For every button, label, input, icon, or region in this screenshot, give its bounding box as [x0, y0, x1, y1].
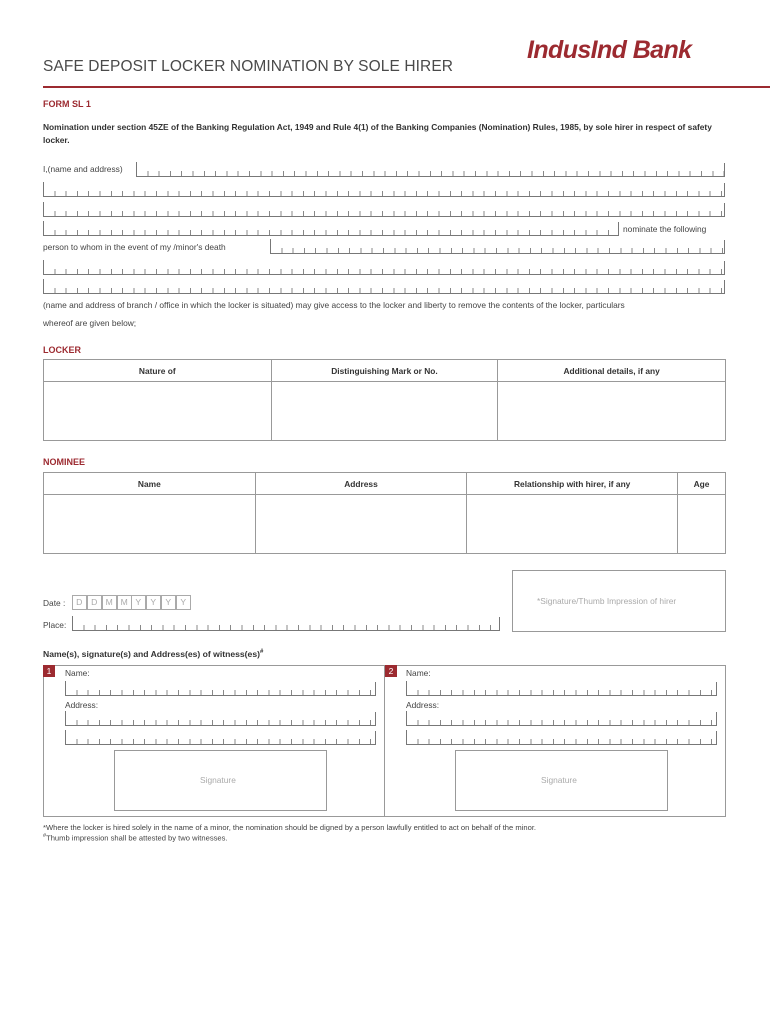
branch-text: (name and address of branch / office in which the locker is situated) may give access to the locker and liberty to remove the contents of the locker, particulars [43, 300, 625, 310]
date-year-box-1[interactable]: Y [131, 595, 146, 610]
locker-table [43, 359, 726, 441]
footnote-thumb-text: Thumb impression shall be attested by two witnesses. [46, 833, 228, 843]
name-address-field-1[interactable] [136, 163, 725, 177]
locker-nature-cell[interactable] [44, 382, 272, 441]
witness-1-name-field[interactable] [65, 682, 376, 696]
branch-field-3[interactable] [43, 280, 725, 294]
witness-heading-sup: # [259, 649, 264, 656]
date-year-box-3[interactable]: Y [161, 595, 176, 610]
form-code: FORM SL 1 [43, 99, 91, 109]
witness-1-address-field-2[interactable] [65, 731, 376, 745]
nominee-relationship-cell[interactable] [467, 495, 678, 554]
footnote-minor: *Where the locker is hired solely in the name of a minor, the nomination should be digned by a person lawfully entitled to act on behalf of the minor. [43, 823, 537, 832]
locker-heading: LOCKER [43, 345, 81, 355]
locker-col-nature: Nature of [44, 360, 272, 382]
footnote-thumb-sup: # [43, 833, 47, 839]
witness-1-name-label: Name: [65, 668, 90, 678]
date-label: Date : [43, 598, 66, 608]
locker-col-details: Additional details, if any [498, 360, 726, 382]
witness-2-signature-label: Signature [541, 775, 577, 785]
place-label: Place: [43, 620, 67, 630]
witness-heading [43, 649, 263, 659]
footnote-thumb [43, 833, 228, 843]
witness-2-number: 2 [385, 665, 397, 677]
place-field[interactable] [72, 617, 500, 631]
name-address-field-2[interactable] [43, 183, 725, 197]
date-month-box-2[interactable]: M [117, 595, 132, 610]
nominee-heading: NOMINEE [43, 457, 86, 467]
locker-details-cell[interactable] [498, 382, 726, 441]
nominate-label: nominate the following [623, 224, 707, 234]
nominee-table [43, 472, 726, 554]
witness-2-address-field-2[interactable] [406, 731, 717, 745]
witness-2-name-field[interactable] [406, 682, 717, 696]
nominee-col-relationship: Relationship with hirer, if any [467, 473, 678, 495]
date-month-box-1[interactable]: M [102, 595, 117, 610]
name-address-field-4[interactable] [43, 222, 619, 236]
intro-text: Nomination under section 45ZE of the Banking Regulation Act, 1949 and Rule 4(1) of the Banking Companies (Nomination) Rules, 1985, by sole hirer in respect of safety locker. [43, 122, 712, 145]
witness-1-signature-label: Signature [200, 775, 236, 785]
page-title: SAFE DEPOSIT LOCKER NOMINATION BY SOLE HIRER [43, 58, 454, 75]
witness-1-address-label: Address: [65, 700, 99, 710]
hirer-signature-label: *Signature/Thumb Impression of hirer [537, 596, 677, 606]
nominee-age-cell[interactable] [678, 495, 726, 554]
witness-2-name-label: Name: [406, 668, 431, 678]
nominee-address-cell[interactable] [255, 495, 467, 554]
witness-heading-text: Name(s), signature(s) and Address(es) of witness(es) [43, 649, 260, 659]
nominee-col-address: Address [255, 473, 467, 495]
date-day-box-1[interactable]: D [72, 595, 87, 610]
branch-field-2[interactable] [43, 261, 725, 275]
nominee-col-age: Age [678, 473, 726, 495]
nominee-col-name: Name [44, 473, 256, 495]
header-divider [43, 86, 770, 88]
witness-1-address-field-1[interactable] [65, 712, 376, 726]
date-day-box-2[interactable]: D [87, 595, 102, 610]
locker-col-mark: Distinguishing Mark or No. [271, 360, 498, 382]
witness-1-number: 1 [43, 665, 55, 677]
whereof-text: whereof are given below; [43, 318, 137, 328]
death-label: person to whom in the event of my /minor's death [43, 242, 226, 252]
branch-field-1[interactable] [270, 240, 725, 254]
nominee-name-cell[interactable] [44, 495, 256, 554]
witness-2-address-label: Address: [406, 700, 440, 710]
locker-mark-cell[interactable] [271, 382, 498, 441]
date-year-box-4[interactable]: Y [176, 595, 191, 610]
witness-divider [384, 665, 385, 817]
date-year-box-2[interactable]: Y [146, 595, 161, 610]
bank-logo: IndusInd Bank [527, 36, 692, 64]
witness-2-address-field-1[interactable] [406, 712, 717, 726]
name-address-label: I,(name and address) [43, 164, 123, 174]
name-address-field-3[interactable] [43, 203, 725, 217]
